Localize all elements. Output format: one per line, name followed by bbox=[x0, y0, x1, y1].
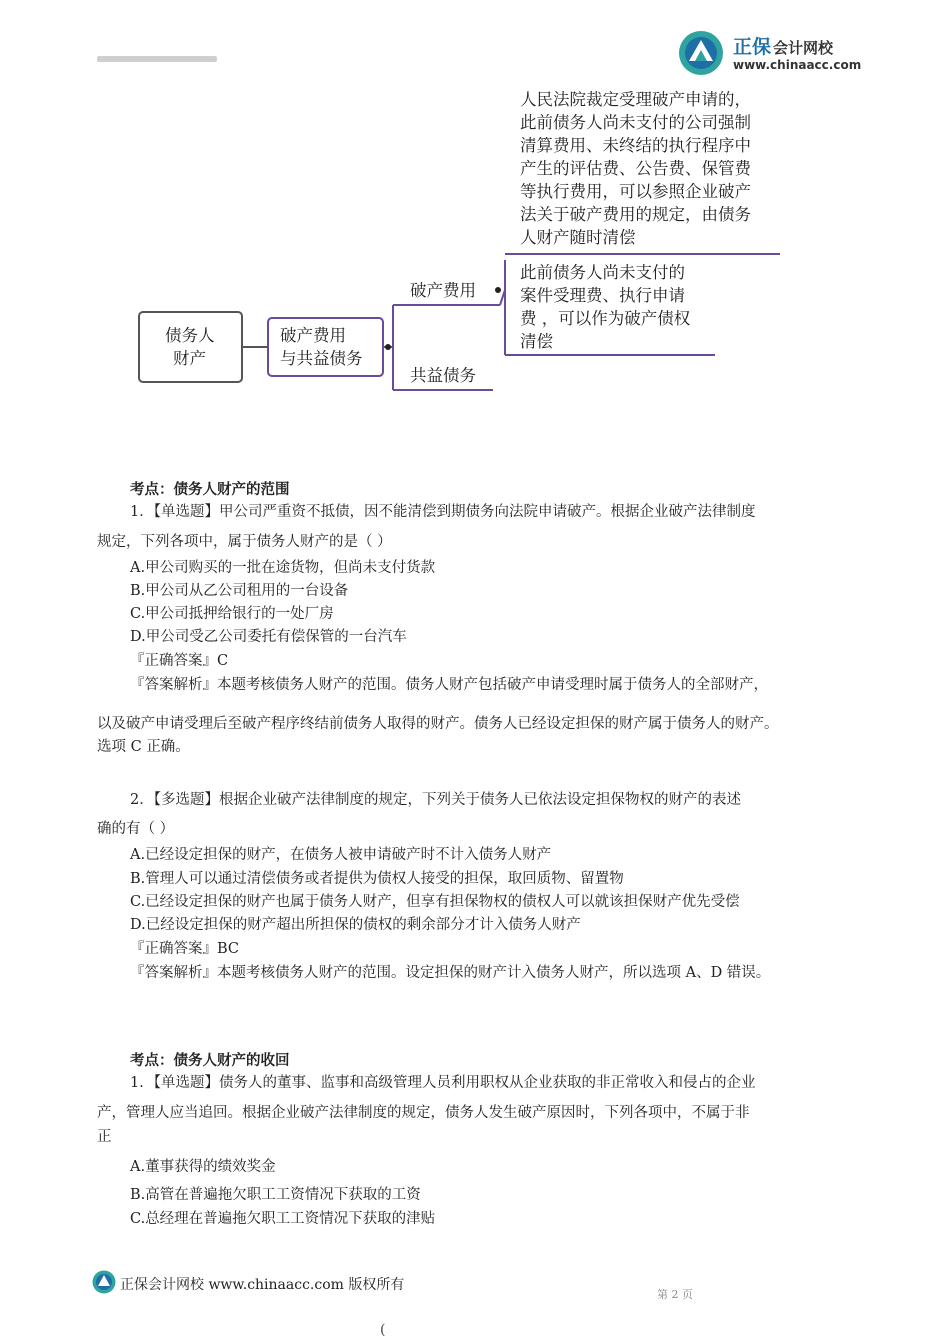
question1-option: A.甲公司购买的一批在途货物，但尚未支付货款 bbox=[130, 560, 436, 576]
junction-dot-fee bbox=[495, 287, 501, 293]
leaf-line: 此前债务人尚未支付的公司强制 bbox=[520, 113, 751, 132]
branch-common-label: 共益债务 bbox=[410, 366, 476, 385]
section2-question1-option: A.董事获得的绩效奖金 bbox=[130, 1159, 276, 1175]
question2-answer: 『正确答案』BC bbox=[130, 941, 240, 957]
section2-question1-option: B.高管在普遍拖欠职工工资情况下获取的工资 bbox=[130, 1187, 421, 1203]
question1-line2: 规定，下列各项中，属于债务人财产的是（ ） bbox=[97, 534, 392, 550]
section2-question1-option: C.总经理在普遍拖欠职工工资情况下获取的津贴 bbox=[130, 1211, 436, 1227]
branch-fee-label: 破产费用 bbox=[410, 281, 476, 300]
question1-analysis: 以及破产申请受理后至破产程序终结前债务人取得的财产。债务人已经设定担保的财产属于债务人的财产。 bbox=[97, 716, 779, 732]
root-node-label bbox=[165, 324, 215, 370]
question2-option: A.已经设定担保的财产，在债务人被申请破产时不计入债务人财产 bbox=[130, 847, 552, 863]
section2-question1-line1: 1．【单选题】债务人的董事、监事和高级管理人员利用职权从企业获取的非正常收入和侵占的企业 bbox=[130, 1075, 756, 1091]
bottom-mark: ( bbox=[380, 1322, 386, 1338]
leaf-line: 法关于破产费用的规定，由债务 bbox=[520, 205, 751, 224]
question1-analysis: 『答案解析』本题考核债务人财产的范围。债务人财产包括破产申请受理时属于债务人的全部财产， bbox=[130, 677, 768, 693]
leaf-line: 清偿 bbox=[520, 332, 553, 351]
section1-heading: 考点：债务人财产的范围 bbox=[130, 482, 290, 498]
leaf-bottom-text bbox=[520, 261, 690, 353]
section2-question1-line3: 正 bbox=[97, 1129, 112, 1145]
mid-line: 破产费用 bbox=[280, 326, 346, 345]
leaf-line: 清算费用、未终结的执行程序中 bbox=[520, 136, 751, 155]
question1-option: C.甲公司抵押给银行的一处厂房 bbox=[130, 606, 334, 622]
section2-question1-line2: 产，管理人应当追回。根据企业破产法律制度的规定，债务人发生破产原因时，下列各项中，不属于非 bbox=[97, 1105, 750, 1121]
question2-option: B.管理人可以通过清偿债务或者提供为债权人接受的担保，取回质物、留置物 bbox=[130, 871, 624, 887]
leaf-line: 等执行费用，可以参照企业破产 bbox=[520, 182, 751, 201]
root-line: 债务人 bbox=[165, 326, 215, 345]
brand-url: www.chinaacc.com bbox=[733, 58, 862, 72]
question1-option: D.甲公司受乙公司委托有偿保管的一台汽车 bbox=[130, 629, 407, 645]
page-number: 第 2 页 bbox=[657, 1288, 693, 1301]
leaf-line: 人民法院裁定受理破产申请的， bbox=[520, 90, 751, 109]
footer-logo-icon bbox=[92, 1270, 116, 1294]
leaf-line: 费 ，可以作为破产债权 bbox=[520, 309, 691, 328]
brand-name: 正保 会计网校 bbox=[733, 36, 834, 58]
leaf-line: 人财产随时清偿 bbox=[520, 228, 636, 247]
section2-heading: 考点：债务人财产的收回 bbox=[130, 1053, 290, 1069]
footer-text: 正保会计网校 www.chinaacc.com 版权所有 bbox=[120, 1277, 405, 1293]
leaf-line: 此前债务人尚未支付的 bbox=[520, 263, 685, 282]
root-line: 财产 bbox=[173, 349, 206, 368]
question1-answer: 『正确答案』C bbox=[130, 653, 229, 669]
question2-analysis: 『答案解析』本题考核债务人财产的范围。设定担保的财产计入债务人财产，所以选项 A、D 错误。 bbox=[130, 965, 771, 981]
leaf-line: 产生的评估费、公告费、保管费 bbox=[520, 159, 751, 178]
question2-line2: 确的有（ ） bbox=[97, 821, 175, 837]
mid-node-label bbox=[280, 324, 363, 370]
leaf-top-text bbox=[520, 88, 751, 249]
question1-line1: 1．【单选题】甲公司严重资不抵债，因不能清偿到期债务向法院申请破产。根据企业破产法律制度 bbox=[130, 504, 756, 520]
question2-line1: 2．【多选题】根据企业破产法律制度的规定，下列关于债务人已依法设定担保物权的财产的表述 bbox=[130, 792, 741, 808]
mid-line: 与共益债务 bbox=[280, 349, 363, 368]
mind-map-diagram bbox=[0, 0, 950, 440]
junction-dot-mid bbox=[385, 344, 391, 350]
leaf-line: 案件受理费、执行申请 bbox=[520, 286, 685, 305]
question2-option: D.已经设定担保的财产超出所担保的债权的剩余部分才计入债务人财产 bbox=[130, 917, 581, 933]
question2-option: C.已经设定担保的财产也属于债务人财产，但享有担保物权的债权人可以就该担保财产优先受偿 bbox=[130, 894, 740, 910]
question1-option: B.甲公司从乙公司租用的一台设备 bbox=[130, 583, 349, 599]
question1-analysis: 选项 C 正确。 bbox=[97, 739, 190, 755]
